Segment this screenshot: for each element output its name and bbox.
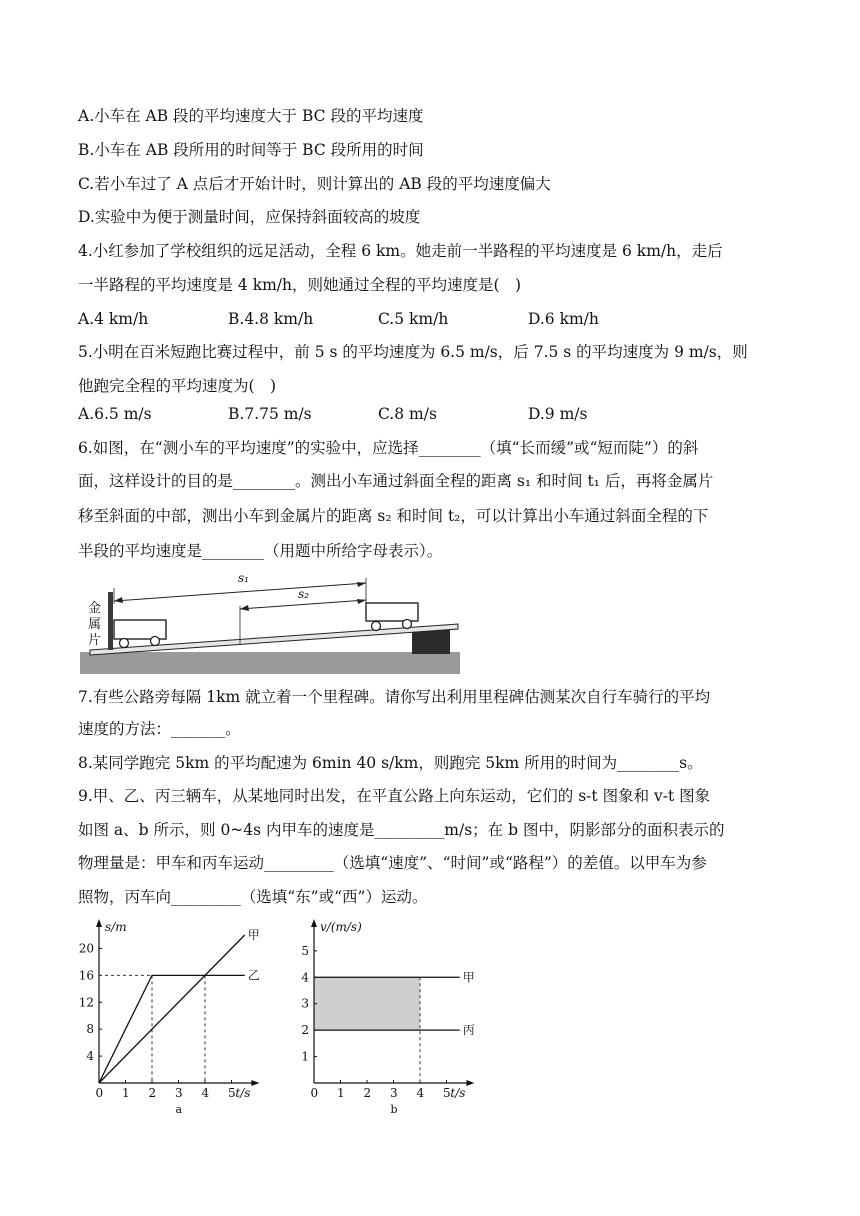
support-block	[412, 630, 450, 654]
metal-plate-label	[88, 600, 101, 648]
q6-text-line3: 移至斜面的中部，测出小车到金属片的距离 s₂ 和时间 t₂，可以计算出小车通过斜面全程的下	[78, 507, 709, 525]
chart-b-x-tick-label: 2	[363, 1086, 372, 1100]
q6-text-line4: 半段的平均速度是________（用题中所给字母表示）。	[78, 542, 443, 560]
chart-a-x-tick-label: 1	[122, 1086, 130, 1100]
chart-b-caption: b	[390, 1103, 398, 1115]
incline-figure	[78, 568, 462, 676]
chart-b-x-label: t/s	[450, 1086, 466, 1100]
chart-a-x-label: t/s	[235, 1086, 251, 1100]
s2-label: s₂	[298, 587, 309, 601]
q5-text-line2: 他跑完全程的平均速度为( )	[78, 377, 277, 395]
q4-option-d: D.6 km/h	[528, 310, 599, 328]
chart-a-series-甲	[99, 935, 245, 1083]
q7-text-line1: 7.有些公路旁每隔 1km 就立着一个里程碑。请你写出利用里程碑估测某次自行车骑行的平均	[78, 688, 711, 706]
chart-a-series-乙	[99, 975, 245, 1083]
q5-text-line1: 5.小明在百米短跑比赛过程中，前 5 s 的平均速度为 6.5 m/s，后 7.5 s 的平均速度为 9 m/s，则	[78, 343, 748, 361]
chart-b-y-tick-label: 3	[301, 996, 309, 1011]
chart-b-y-arrow	[311, 919, 317, 927]
cart-top	[366, 603, 418, 631]
chart-a-x-tick-label: 3	[175, 1086, 183, 1100]
q9-text-line4: 照物，丙车向_________（选填“东”或“西”）运动。	[78, 888, 428, 906]
chart-b-y-tick-label: 5	[301, 943, 309, 958]
metal-plate	[108, 592, 113, 650]
q9-text-line1: 9.甲、乙、丙三辆车，从某地同时出发，在平直公路上向东运动，它们的 s-t 图象和 v-t 图象	[78, 787, 711, 805]
chart-a-x-tick-label: 0	[95, 1086, 104, 1100]
chart-a-y-tick-label: 12	[78, 995, 94, 1010]
q3-option-a: A.小车在 AB 段的平均速度大于 BC 段的平均速度	[78, 107, 424, 125]
q6-text-line2: 面，这样设计的目的是________。测出小车通过斜面全程的距离 s₁ 和时间 t₁ 后，再将金属片	[78, 472, 714, 490]
chart-b-x-tick-label: 5	[443, 1086, 451, 1100]
chart-a-x-tick-label: 5	[228, 1086, 236, 1100]
svg-text:属: 属	[88, 617, 102, 632]
chart-a-series-label: 甲	[247, 928, 260, 942]
q4-text-line1: 4.小红参加了学校组织的远足活动，全程 6 km。她走前一半路程的平均速度是 6 km/h，走后	[78, 242, 723, 260]
chart-b-x-tick-label: 0	[310, 1086, 319, 1100]
q3-option-b: B.小车在 AB 段所用的时间等于 BC 段所用的时间	[78, 141, 424, 159]
chart-a-caption: a	[175, 1103, 183, 1115]
chart-a-series-label: 乙	[247, 968, 260, 983]
chart-b-y-label: v/(m/s)	[320, 920, 362, 934]
chart-b-x-tick-label: 4	[416, 1086, 425, 1100]
chart-a-y-tick-label: 8	[86, 1022, 94, 1037]
q8-text-line1: 8.某同学跑完 5km 的平均配速为 6min 40 s/km，则跑完 5km 所用的时间为________s。	[78, 754, 703, 772]
cart-bottom	[114, 620, 166, 648]
st-chart-a	[70, 915, 280, 1115]
chart-a-x-tick-label: 4	[201, 1086, 210, 1100]
q9-text-line2: 如图 a、b 所示，则 0~4s 内甲车的速度是_________m/s；在 b 图中，阴影部分的面积表示的	[78, 821, 725, 839]
svg-text:金: 金	[88, 601, 102, 616]
chart-b-series-label: 丙	[462, 1023, 475, 1038]
svg-text:片: 片	[88, 633, 102, 648]
q4-option-c: C.5 km/h	[378, 310, 449, 328]
q4-option-a: A.4 km/h	[78, 310, 149, 328]
chart-b-y-tick-label: 4	[301, 970, 309, 985]
q5-option-c: C.8 m/s	[378, 405, 437, 423]
chart-b-shaded-area	[314, 977, 420, 1030]
s1-label: s₁	[238, 571, 249, 585]
q9-text-line3: 物理量是：甲车和丙车运动_________（选填“速度”、“时间”或“路程”）的差值。以甲车为参	[78, 854, 707, 872]
q3-option-c: C.若小车过了 A 点后才开始计时，则计算出的 AB 段的平均速度偏大	[78, 175, 551, 193]
chart-a-x-arrow	[251, 1080, 259, 1086]
chart-b-y-tick-label: 2	[301, 1023, 309, 1038]
q5-option-d: D.9 m/s	[528, 405, 588, 423]
q5-option-b: B.7.75 m/s	[228, 405, 312, 423]
chart-b-x-tick-label: 3	[390, 1086, 398, 1100]
chart-a-x-tick-label: 2	[148, 1086, 157, 1100]
q3-option-d: D.实验中为便于测量时间，应保持斜面较高的坡度	[78, 208, 421, 226]
chart-a-y-arrow	[96, 919, 102, 927]
chart-a-y-tick-label: 20	[78, 941, 94, 956]
chart-b-y-tick-label: 1	[301, 1049, 309, 1064]
q5-option-a: A.6.5 m/s	[78, 405, 152, 423]
q7-text-line2: 速度的方法：_______。	[78, 720, 241, 738]
q4-text-line2: 一半路程的平均速度是 4 km/h，则她通过全程的平均速度是( )	[78, 276, 522, 294]
chart-b-series-label: 甲	[462, 970, 475, 985]
chart-a-y-tick-label: 4	[86, 1049, 94, 1064]
vt-chart-b	[285, 915, 495, 1115]
ground	[80, 652, 460, 674]
q4-option-b: B.4.8 km/h	[228, 310, 314, 328]
chart-b-x-arrow	[466, 1080, 474, 1086]
chart-a-y-tick-label: 16	[78, 968, 94, 983]
chart-a-y-label: s/m	[105, 920, 127, 934]
q6-text-line1: 6.如图，在“测小车的平均速度”的实验中，应选择________（填“长而缓”或“短而陡”）的斜	[78, 439, 699, 457]
chart-b-x-tick-label: 1	[337, 1086, 345, 1100]
